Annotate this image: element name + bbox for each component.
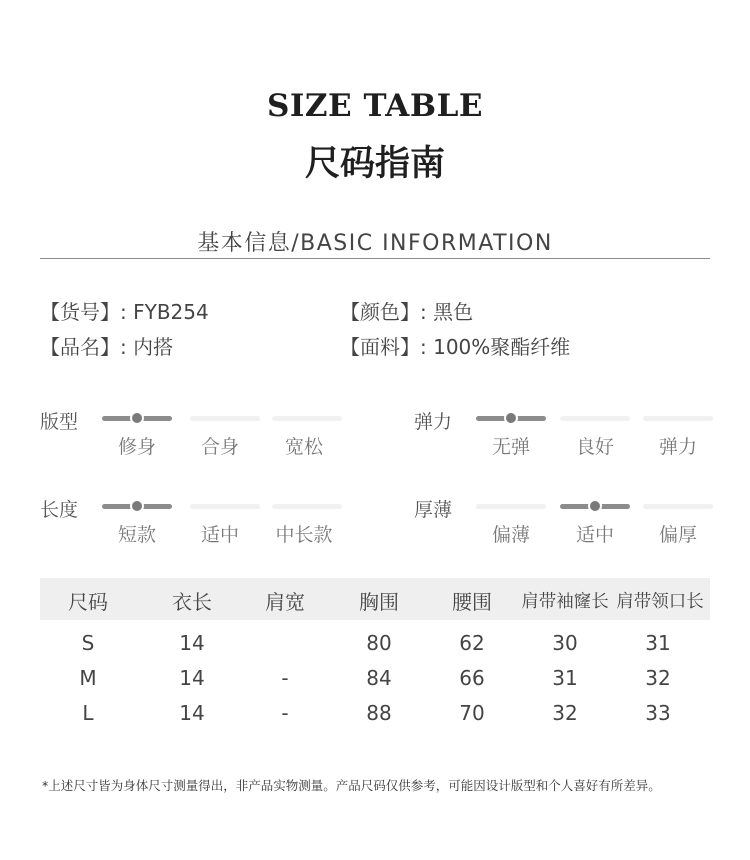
scale-track-thickness-3: [643, 504, 713, 509]
scale-track-elasticity-3: [643, 416, 713, 421]
scale-indicator-length: [130, 499, 144, 513]
scale-track-thickness-1: [476, 504, 546, 509]
scale-option-length-3: 中长款: [275, 524, 333, 546]
table-header-armhole: 肩带袖窿长: [521, 592, 609, 612]
section-divider: [40, 258, 710, 259]
section-title: 基本信息/BASIC INFORMATION: [197, 231, 553, 256]
scale-option-length-2: 适中: [200, 524, 239, 546]
table-cell: S: [81, 631, 95, 655]
table-cell: 33: [645, 701, 671, 725]
scale-track-fit-3: [272, 416, 342, 421]
scale-label-thickness: 厚薄: [414, 499, 453, 521]
scale-option-thickness-2: 适中: [575, 524, 614, 546]
title-chinese: 尺码指南: [304, 143, 445, 184]
table-cell: 14: [179, 666, 205, 690]
table-cell: 84: [366, 666, 392, 690]
scale-option-elasticity-2: 良好: [575, 436, 614, 458]
scale-option-thickness-1: 偏薄: [491, 524, 530, 546]
info-item-no: 【货号】: FYB254: [40, 300, 209, 324]
footnote: *上述尺寸皆为身体尺寸测量得出，非产品实物测量。产品尺码仅供参考，可能因设计版型和个人喜好有所差异。: [42, 778, 661, 793]
table-cell: 70: [459, 701, 485, 725]
scale-label-elasticity: 弹力: [414, 411, 453, 433]
info-name: 【品名】: 内搭: [40, 335, 174, 359]
scale-track-length-2: [190, 504, 260, 509]
table-cell: 30: [552, 631, 578, 655]
table-header-size: 尺码: [68, 590, 108, 614]
table-header-length: 衣长: [172, 590, 212, 614]
table-cell: L: [82, 701, 94, 725]
scale-label-length: 长度: [40, 499, 79, 521]
scale-option-fit-2: 合身: [200, 436, 239, 458]
table-cell: 31: [645, 631, 671, 655]
scale-option-length-1: 短款: [117, 524, 156, 546]
table-cell: 80: [366, 631, 392, 655]
table-cell: 32: [645, 666, 671, 690]
table-cell: 32: [552, 701, 578, 725]
scale-indicator-thickness: [588, 499, 602, 513]
table-header-waist: 腰围: [452, 590, 492, 614]
scale-indicator-elasticity: [504, 411, 518, 425]
table-header-shoulder: 肩宽: [265, 590, 305, 614]
table-cell: 31: [552, 666, 578, 690]
scale-option-fit-1: 修身: [117, 436, 156, 458]
scale-option-elasticity-1: 无弹: [491, 436, 530, 458]
info-fabric: 【面料】: 100%聚酯纤维: [340, 335, 571, 359]
table-cell: 88: [366, 701, 392, 725]
scale-track-elasticity-2: [560, 416, 630, 421]
table-header-bust: 胸围: [359, 590, 399, 614]
scale-track-fit-2: [190, 416, 260, 421]
table-cell: M: [79, 666, 97, 690]
table-cell: -: [281, 666, 289, 690]
info-color: 【颜色】: 黑色: [340, 300, 474, 324]
scale-option-elasticity-3: 弹力: [658, 436, 697, 458]
scale-option-fit-3: 宽松: [284, 436, 323, 458]
scale-indicator-fit: [130, 411, 144, 425]
title-english: SIZE TABLE: [267, 88, 483, 124]
table-header-neckline: 肩带领口长: [616, 592, 704, 612]
scale-label-fit: 版型: [40, 411, 79, 433]
table-cell: 66: [459, 666, 485, 690]
scale-track-length-3: [272, 504, 342, 509]
table-cell: 62: [459, 631, 485, 655]
scale-option-thickness-3: 偏厚: [658, 524, 697, 546]
table-cell: 14: [179, 701, 205, 725]
table-cell: -: [281, 701, 289, 725]
table-cell: 14: [179, 631, 205, 655]
